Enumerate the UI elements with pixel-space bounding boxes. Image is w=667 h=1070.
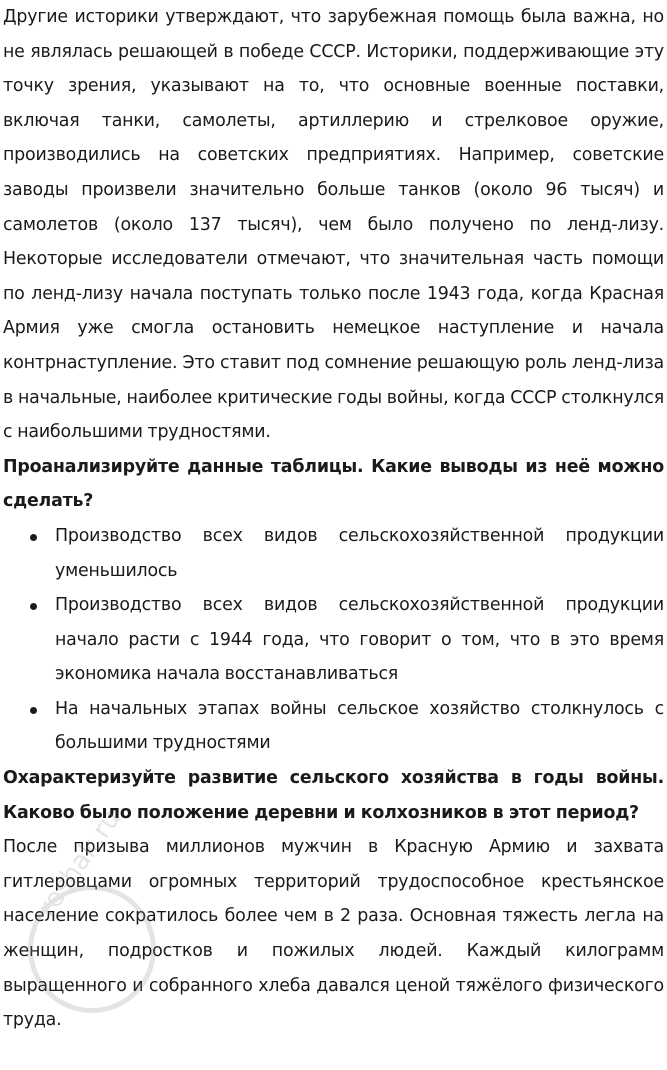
intro-paragraph: Другие историки утверждают, что зарубежная помощь была важна, но не являлась решающей в победе СССР. Историки, поддерживающие эту точку зрения, указывают на то, что основные военные поставки, включая танки, самолеты, артиллерию и стрелковое оружие, производились на советских предприятиях. Например, советские заводы произвели значительно больше танков (около 96 тысяч) и самолетов (около 137 тысяч), чем было получено по ленд-лизу. Некоторые исследователи отмечают, что значительная часть помощи по ленд-лизу начала поступать только после 1943 года, когда Красная Армия уже смогла остановить немецкое наступление и начала контрнаступление. Это ставит под сомнение решающую роль ленд-лиза в начальные, наиболее критические годы войны, когда СССР столкнулся с наибольшими трудностями. [3,7,664,443]
list-item-text: Производство всех видов сельскохозяйственной продукции уменьшилось [55,525,664,581]
answer-2-paragraph: После призыва миллионов мужчин в Красную Армию и захвата гитлеровцами огромных территорий трудоспособное крестьянское население сократилось более чем в 2 раза. Основная тяжесть легла на женщин, подростков и пожилых людей. Каждый килограмм выращенного и собранного хлеба давался ценой тяжёлого физического труда. [3,837,664,1031]
question-2: Охарактеризуйте развитие сельского хозяйства в годы войны. Каково было положение деревни и колхозников в этот период? [3,768,664,823]
list-item-text: На начальных этапах войны сельское хозяйство столкнулось с большими трудностями [55,698,664,754]
bullet-dot-icon [30,534,37,541]
list-item [3,519,664,588]
answer-1-list [3,519,664,761]
question-1: Проанализируйте данные таблицы. Какие выводы из неё можно сделать? [3,456,664,512]
bullet-dot-icon [30,603,37,610]
list-item [3,588,664,692]
list-item [3,692,664,761]
list-item-text: Производство всех видов сельскохозяйственной продукции начало расти с 1944 года, что говорит о том, что в это время экономика начала восстанавливаться [55,595,664,685]
document-page [3,0,664,1038]
bullet-dot-icon [30,707,37,714]
watermark-text: reshak.ru [32,804,127,923]
